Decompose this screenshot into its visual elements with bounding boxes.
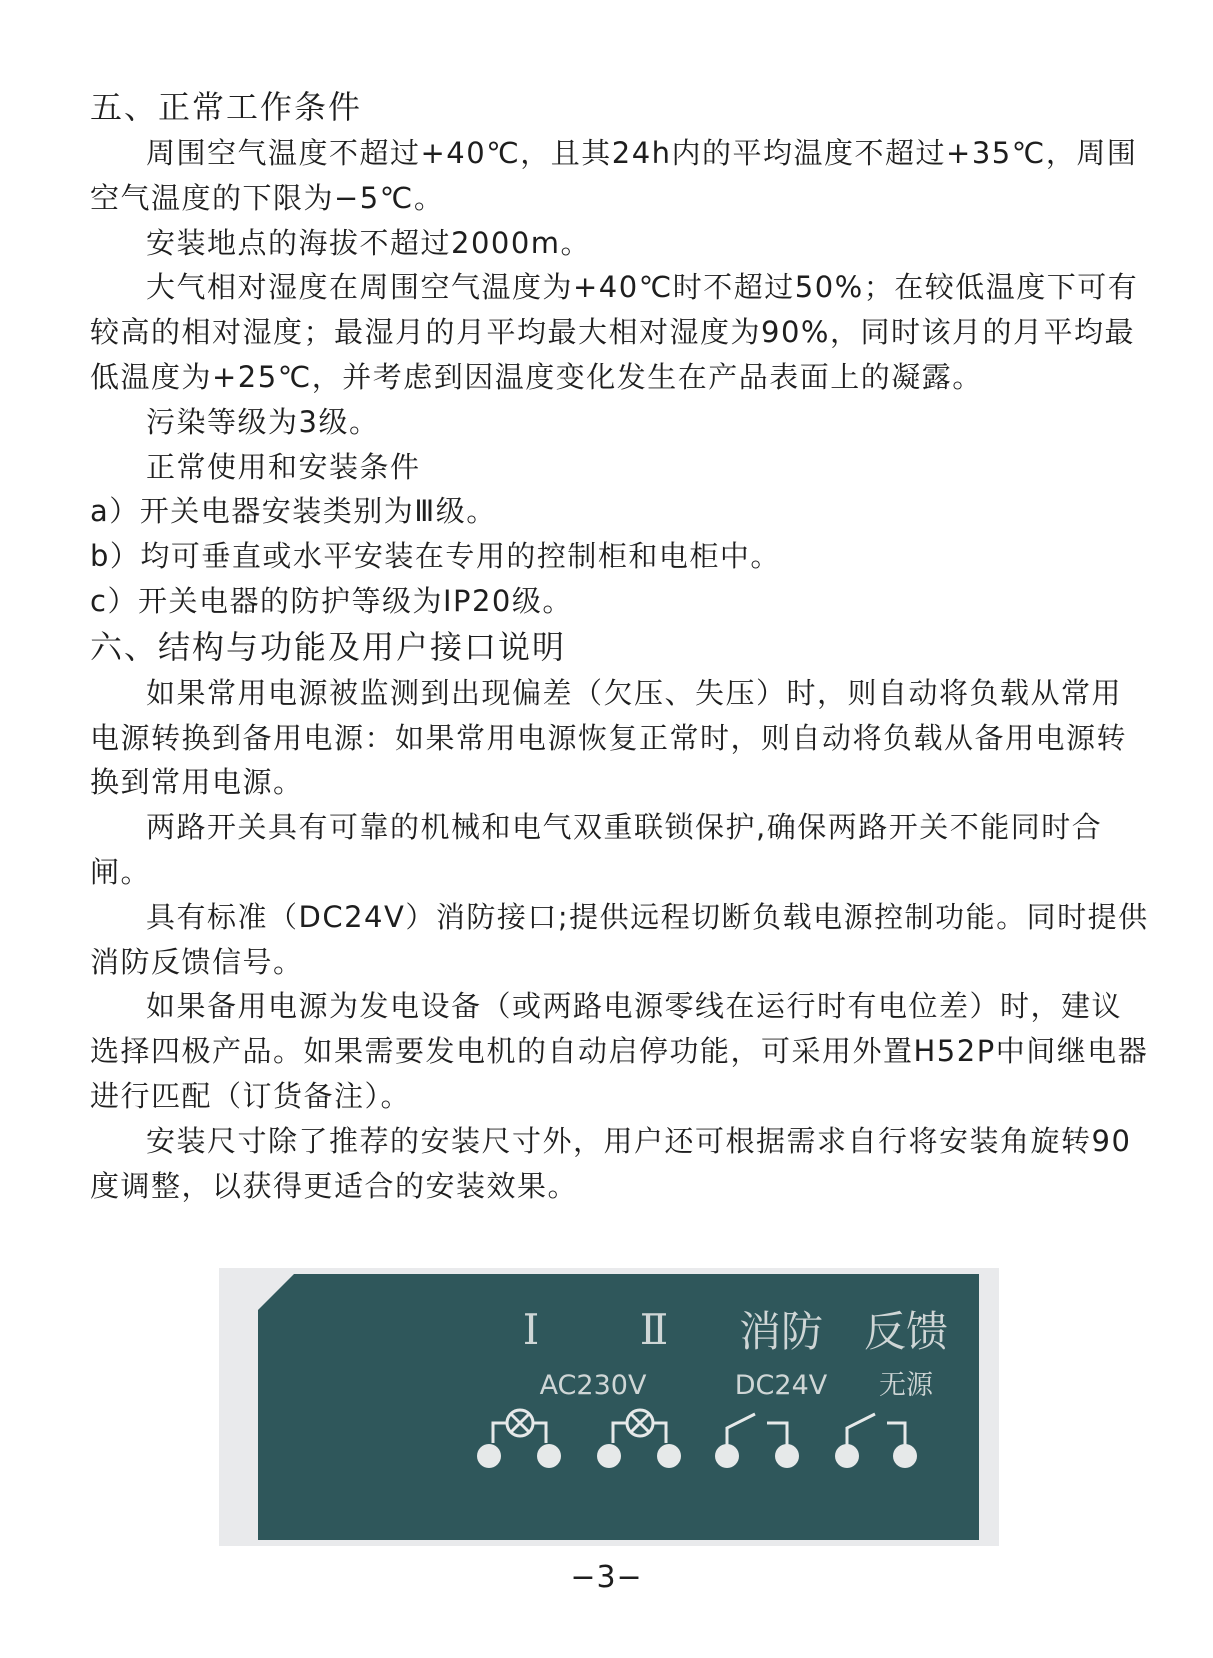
terminal-7	[835, 1444, 859, 1468]
panel-voltage-ac: AC230V	[539, 1370, 647, 1401]
terminal-1	[477, 1444, 501, 1468]
paragraph: 正常使用和安装条件	[146, 449, 421, 484]
paragraph: 大气相对湿度在周围空气温度为+40℃时不超过50%；在较低温度下可有较高的相对湿度；最湿月的月平均最大相对湿度为90%，同时该月的月平均最低温度为+25℃，并考虑到因温度变化发生在产品表面上的凝露。	[90, 270, 1139, 394]
terminal-5	[715, 1444, 739, 1468]
paragraph: 污染等级为3级。	[146, 404, 380, 439]
paragraph: 周围空气温度不超过+40℃，且其24h内的平均温度不超过+35℃，周围空气温度的下限为−5℃。	[90, 136, 1138, 215]
terminal-panel-figure	[219, 1268, 999, 1546]
section-heading-6: 六、结构与功能及用户接口说明	[90, 627, 567, 666]
paragraph: 具有标准（DC24V）消防接口;提供远程切断负载电源控制功能。同时提供消防反馈信号。	[90, 899, 1149, 979]
paragraph: 如果常用电源被监测到出现偏差（欠压、失压）时，则自动将负载从常用电源转换到备用电源：如果常用电源恢复正常时，则自动将负载从备用电源转换到常用电源。	[90, 675, 1128, 800]
list-item: a）开关电器安装类别为Ⅲ级。	[90, 494, 497, 529]
paragraph: 两路开关具有可靠的机械和电气双重联锁保护,确保两路开关不能同时合闸。	[90, 810, 1103, 889]
panel-voltage-dc: DC24V	[734, 1370, 828, 1401]
paragraph: 如果备用电源为发电设备（或两路电源零线在运行时有电位差）时，建议选择四极产品。如果需要发电机的自动启停功能，可采用外置H52P中间继电器进行匹配（订货备注）。	[90, 989, 1149, 1113]
panel-label-feedback: 反馈	[863, 1307, 949, 1356]
terminal-3	[597, 1444, 621, 1468]
page-number: −3−	[570, 1560, 643, 1595]
paragraph: 安装尺寸除了推荐的安装尺寸外，用户还可根据需求自行将安装角旋转90度调整，以获得更适合的安装效果。	[90, 1123, 1132, 1203]
terminal-6	[775, 1444, 799, 1468]
panel-label-fire: 消防	[738, 1307, 824, 1356]
terminal-4	[657, 1444, 681, 1468]
section-heading-5: 五、正常工作条件	[90, 88, 363, 126]
terminal-8	[893, 1444, 917, 1468]
paragraph: 安装地点的海拔不超过2000m。	[146, 225, 592, 260]
panel-label-i: Ⅰ	[522, 1305, 540, 1354]
list-item: c）开关电器的防护等级为IP20级。	[90, 583, 573, 618]
panel-label-ii: Ⅱ	[639, 1305, 669, 1354]
document-body	[90, 84, 1150, 1208]
terminal-2	[537, 1444, 561, 1468]
panel-passive-label: 无源	[879, 1370, 933, 1401]
list-item: b）均可垂直或水平安装在专用的控制柜和电柜中。	[90, 539, 781, 574]
